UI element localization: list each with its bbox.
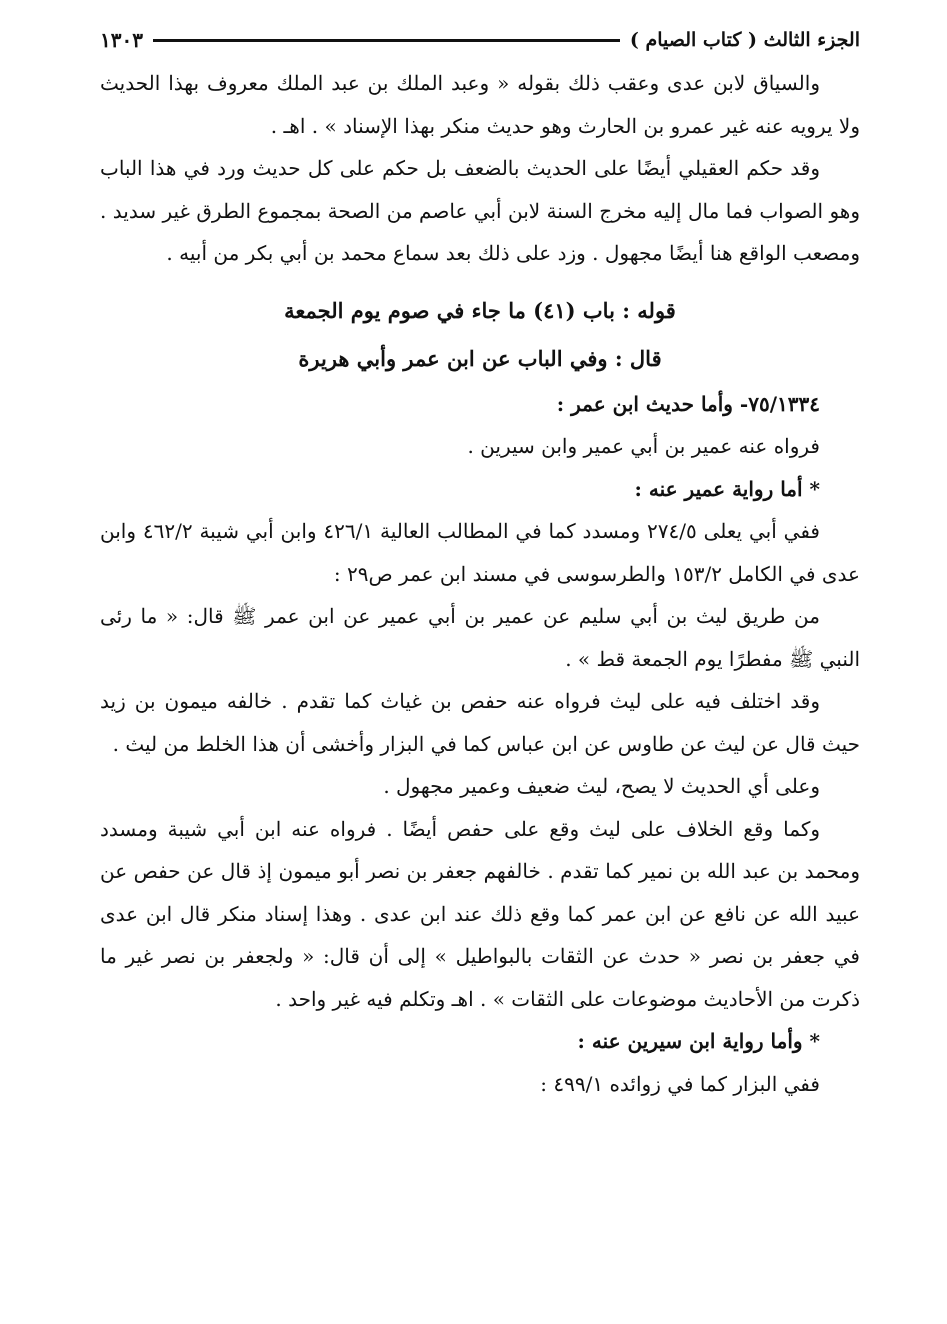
running-header-title: الجزء الثالث ( كتاب الصيام ) (629, 29, 860, 51)
paragraph-uqayli-ruling: وقد حكم العقيلي أيضًا على الحديث بالضعف بل حكم على كل حديث ورد في هذا الباب وهو الصواب فما مال إليه مخرج السنة لابن أبي عاصم من الصحة بمجموع الطرق غير سديد . ومصعب الواقع هنا أيضًا مجهول . وزد على ذلك بعد سماع محمد بن أبي بكر من أبيه . (100, 156, 860, 265)
chapter-title: قوله : باب (٤١) ما جاء في صوم يوم الجمعة (284, 297, 676, 323)
sirin-section-heading: * وأما رواية ابن سيرين عنه : (577, 1029, 820, 1053)
sirin-sources: ففي البزار كما في زوائده ٤٩٩/١ : (540, 1071, 820, 1096)
hadith-narrators: فرواه عنه عمير بن أبي عمير وابن سيرين . (467, 434, 820, 458)
spacer (100, 275, 860, 287)
umair-section-heading: * أما رواية عمير عنه : (634, 476, 820, 501)
umair-hadith-text: من طريق ليث بن أبي سليم عن عمير بن أبي عمير عن ابن عمر ﷺ قال: « ما رئى النبي ﷺ مفطرًا يوم الجمعة قط » . (100, 604, 860, 671)
hadith-ruling: وعلى أي الحديث لا يصح، ليث ضعيف وعمير مجهول . (383, 774, 820, 798)
paragraph-sources-commentary: والسياق لابن عدى وعقب ذلك بقوله « وعبد الملك بن عبد الملك معروف بهذا الحديث ولا يرويه عنه غير عمرو بن الحارث وهو حديث منكر بهذا الإسناد » . اهـ . (100, 71, 860, 138)
running-header (100, 18, 860, 62)
layth-disagreement: وقد اختلف فيه على ليث فرواه عنه حفص بن غياث كما تقدم . خالفه ميمون بن زيد حيث قال عن ليث عن طاوس عن ابن عباس كما في البزار وأخشى أن هذا الخلط من ليث . (100, 689, 860, 756)
header-rule (153, 39, 620, 42)
hafs-disagreement: وكما وقع الخلاف على ليث وقع على حفص أيضًا . فرواه عنه ابن أبي شيبة ومسدد ومحمد بن عبد الله بن نمير كما تقدم . خالفهم جعفر بن نصر أبو ميمون إذ قال عن حفص عن عبيد الله عن نافع عن ابن عمر كما وقع ذلك عند ابن عدى . وهذا إسناد منكر قال ابن عدى في جعفر بن نصر « حدث عن الثقات بالبواطيل » إلى أن قال: « ولجعفر بن نصر غير ما ذكرت من الأحاديث موضوعات على الثقات » . اهـ وتكلم فيه غير واحد . (100, 816, 860, 1011)
document-page (100, 18, 860, 1308)
chapter-subtitle: قال : وفي الباب عن ابن عمر وأبي هريرة (298, 345, 662, 371)
umair-sources: ففي أبي يعلى ٢٧٤/٥ ومسدد كما في المطالب العالية ٤٢٦/١ وابن أبي شيبة ٤٦٢/٢ وابن عدى في الكامل ١٥٣/٢ والطرسوسى في مسند ابن عمر ص٢٩ : (100, 519, 860, 586)
hadith-heading: ٧٥/١٣٣٤- وأما حديث ابن عمر : (556, 391, 820, 416)
page-number: ١٣٠٣ (100, 28, 143, 52)
